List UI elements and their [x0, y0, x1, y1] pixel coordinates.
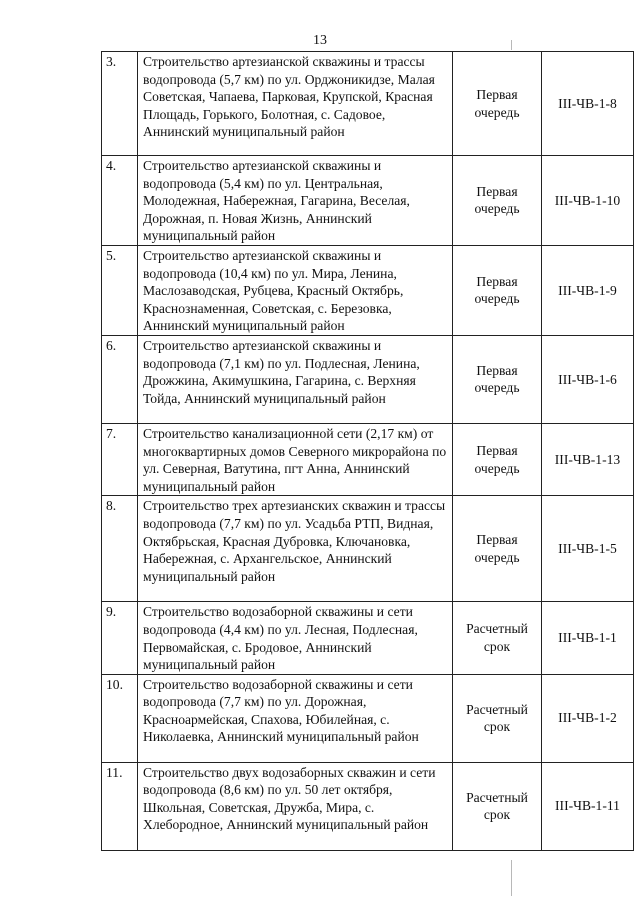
row-stage: Первая очередь — [453, 423, 542, 495]
row-stage: Расчетный срок — [453, 674, 542, 762]
row-number: 5. — [102, 245, 138, 335]
row-description: Строительство артезианской скважины и водопровода (10,4 км) по ул. Мира, Ленина, Маслозаводская, Рубцева, Красный Октябрь, Краснознаменная, Советская, с. Березовка, Аннинский муниципальный район — [138, 245, 453, 335]
row-number: 8. — [102, 496, 138, 602]
page-number: 13 — [313, 33, 327, 48]
row-description: Строительство артезианской скважины и водопровода (7,1 км) по ул. Подлесная, Ленина, Дрожжина, Акимушкина, Гагарина, с. Верхняя Тойда, Аннинский муниципальный район — [138, 335, 453, 423]
row-stage: Первая очередь — [453, 52, 542, 156]
row-code: III-ЧВ-1-6 — [542, 335, 634, 423]
row-code: III-ЧВ-1-11 — [542, 762, 634, 850]
row-code: III-ЧВ-1-10 — [542, 156, 634, 246]
measures-table — [101, 51, 634, 851]
table-row — [102, 602, 634, 674]
row-number: 11. — [102, 762, 138, 850]
row-description: Строительство водозаборной скважины и сети водопровода (7,7 км) по ул. Дорожная, Красноармейская, Спахова, Юбилейная, с. Николаевка, Аннинский муниципальный район — [138, 674, 453, 762]
row-stage: Первая очередь — [453, 245, 542, 335]
table-row — [102, 52, 634, 156]
row-number: 4. — [102, 156, 138, 246]
row-code: III-ЧВ-1-9 — [542, 245, 634, 335]
table-row — [102, 245, 634, 335]
row-stage: Первая очередь — [453, 496, 542, 602]
table-row — [102, 335, 634, 423]
row-code: III-ЧВ-1-8 — [542, 52, 634, 156]
scan-mark-bottom — [511, 860, 512, 896]
row-description: Строительство артезианской скважины и водопровода (5,4 км) по ул. Центральная, Молодежная, Набережная, Гагарина, Веселая, Дорожная, п. Новая Жизнь, Аннинский муниципальный район — [138, 156, 453, 246]
row-number: 7. — [102, 423, 138, 495]
table-row — [102, 423, 634, 495]
row-number: 6. — [102, 335, 138, 423]
row-stage: Первая очередь — [453, 156, 542, 246]
row-description: Строительство водозаборной скважины и сети водопровода (4,4 км) по ул. Лесная, Подлесная, Первомайская, с. Бродовое, Аннинский муниципальный район — [138, 602, 453, 674]
table-row — [102, 496, 634, 602]
row-number: 3. — [102, 52, 138, 156]
row-stage: Первая очередь — [453, 335, 542, 423]
row-code: III-ЧВ-1-5 — [542, 496, 634, 602]
row-number: 10. — [102, 674, 138, 762]
row-code: III-ЧВ-1-1 — [542, 602, 634, 674]
table-row — [102, 674, 634, 762]
row-description: Строительство двух водозаборных скважин и сети водопровода (8,6 км) по ул. 50 лет октября, Школьная, Советская, Дружба, Мира, с. Хлебородное, Аннинский муниципальный район — [138, 762, 453, 850]
row-number: 9. — [102, 602, 138, 674]
row-description: Строительство артезианской скважины и трассы водопровода (5,7 км) по ул. Орджоникидзе, Малая Советская, Чапаева, Парковая, Крупской, Красная Площадь, Горького, Болотная, с. Садовое, Аннинский муниципальный район — [138, 52, 453, 156]
scan-mark-top — [511, 40, 512, 50]
table-row — [102, 762, 634, 850]
row-stage: Расчетный срок — [453, 602, 542, 674]
table-row — [102, 156, 634, 246]
row-stage: Расчетный срок — [453, 762, 542, 850]
row-description: Строительство трех артезианских скважин и трассы водопровода (7,7 км) по ул. Усадьба РТП, Видная, Октябрьская, Красная Дубровка, Ключановка, Набережная, с. Архангельское, Аннинский муниципальный район — [138, 496, 453, 602]
row-code: III-ЧВ-1-2 — [542, 674, 634, 762]
row-description: Строительство канализационной сети (2,17 км) от многоквартирных домов Северного микрорайона по ул. Северная, Ватутина, пгт Анна, Аннинский муниципальный район — [138, 423, 453, 495]
row-code: III-ЧВ-1-13 — [542, 423, 634, 495]
